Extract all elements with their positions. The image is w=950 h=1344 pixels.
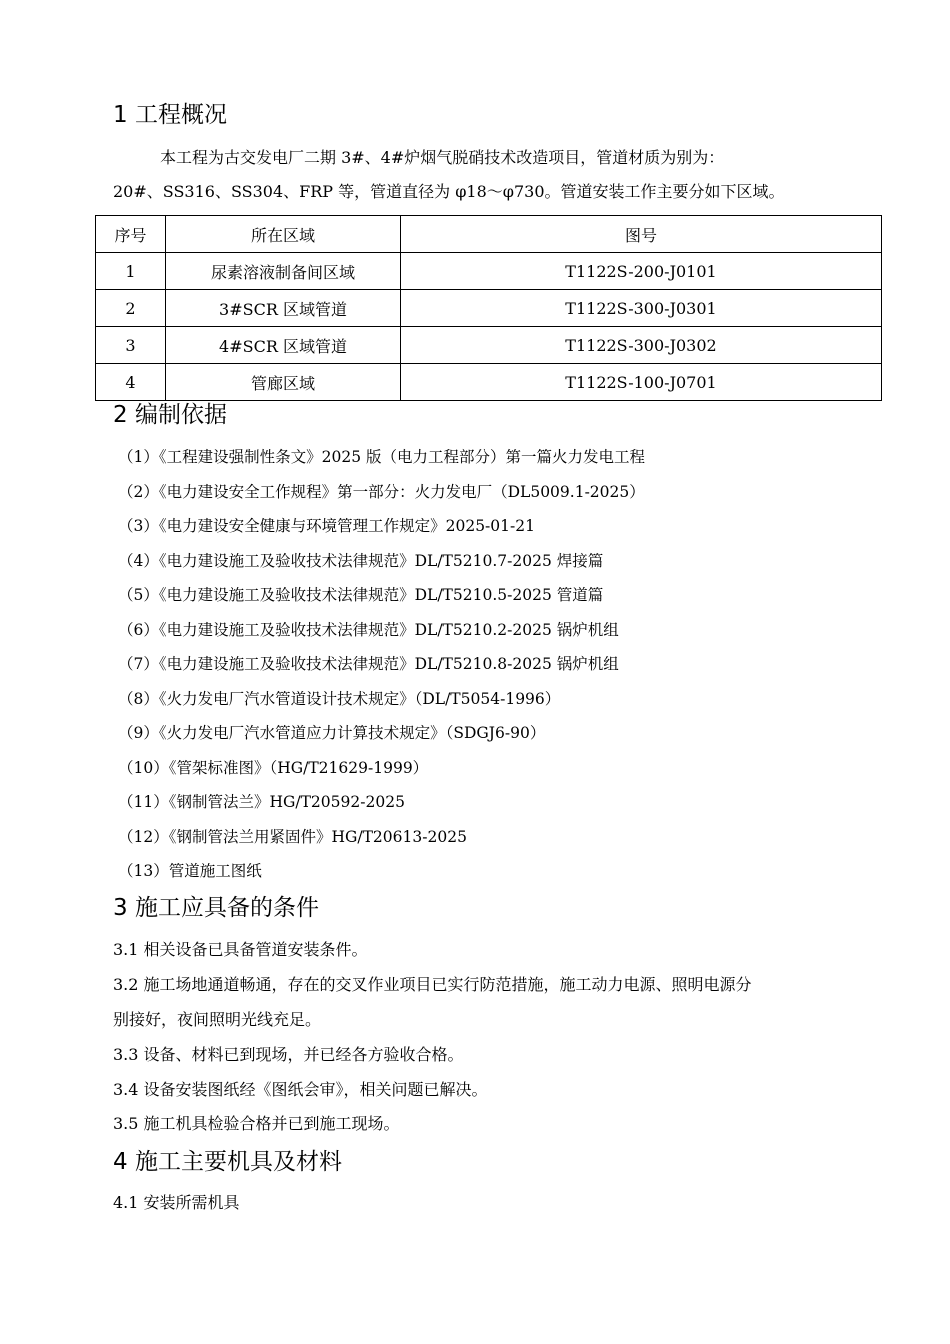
table-row (96, 290, 882, 327)
basis-list (118, 447, 645, 896)
list-item: （4）《电力建设施工及验收技术法律规范》DL/T5210.7-2025 焊接篇 (118, 551, 604, 570)
list-item: （9）《火力发电厂汽水管道应力计算技术规定》（SDGJ6-90） (118, 724, 546, 742)
overview-line-2: 20#、SS316、SS304、FRP 等，管道直径为 φ18～φ730。管道安装工作主要分如下区域。 (113, 182, 785, 201)
cell-seq: 2 (96, 290, 166, 327)
list-item: （1）《工程建设强制性条文》2025 版（电力工程部分）第一篇火力发电工程 (118, 448, 645, 466)
list-item: （3）《电力建设安全健康与环境管理工作规定》2025-01-21 (118, 517, 535, 535)
header-drawing-no: 图号 (401, 216, 882, 253)
section-4-heading: 4 施工主要机具及材料 (113, 1149, 342, 1175)
cell-drawing-no: T1122S-300-J0302 (401, 327, 882, 364)
cell-region: 尿素溶液制备间区域 (166, 253, 401, 290)
header-region: 所在区域 (166, 216, 401, 253)
overview-line-1: 本工程为古交发电厂二期 3#、4#炉烟气脱硝技术改造项目，管道材质为别为： (160, 148, 725, 167)
list-item: （7）《电力建设施工及验收技术法律规范》DL/T5210.8-2025 锅炉机组 (118, 655, 619, 673)
table-header-row (96, 216, 882, 253)
cell-seq: 3 (96, 327, 166, 364)
condition-3-1: 3.1 相关设备已具备管道安装条件。 (113, 940, 368, 959)
cell-drawing-no: T1122S-100-J0701 (401, 364, 882, 401)
list-item: （13）管道施工图纸 (118, 862, 262, 880)
header-seq: 序号 (96, 216, 166, 253)
list-item: （5）《电力建设施工及验收技术法律规范》DL/T5210.5-2025 管道篇 (118, 586, 604, 604)
section-3-heading: 3 施工应具备的条件 (113, 895, 319, 921)
table-row (96, 364, 882, 401)
table-row (96, 253, 882, 290)
cell-drawing-no: T1122S-300-J0301 (401, 290, 882, 327)
list-item: （12）《钢制管法兰用紧固件》HG/T20613-2025 (118, 827, 467, 846)
list-item: （2）《电力建设安全工作规程》第一部分：火力发电厂（DL5009.1-2025） (118, 482, 645, 501)
tools-4-1: 4.1 安装所需机具 (113, 1193, 240, 1212)
list-item: （11）《钢制管法兰》HG/T20592-2025 (118, 793, 405, 811)
condition-3-4: 3.4 设备安装图纸经《图纸会审》，相关问题已解决。 (113, 1080, 488, 1099)
cell-drawing-no: T1122S-200-J0101 (401, 253, 882, 290)
list-item: （10）《管架标准图》（HG/T21629-1999） (118, 758, 429, 777)
region-table (95, 215, 882, 401)
condition-3-5: 3.5 施工机具检验合格并已到施工现场。 (113, 1114, 400, 1133)
cell-region: 3#SCR 区域管道 (166, 290, 401, 327)
section-2-heading: 2 编制依据 (113, 402, 227, 428)
cell-region: 4#SCR 区域管道 (166, 327, 401, 364)
cell-seq: 4 (96, 364, 166, 401)
cell-region: 管廊区域 (166, 364, 401, 401)
condition-3-3: 3.3 设备、材料已到现场，并已经各方验收合格。 (113, 1045, 464, 1064)
list-item: （8）《火力发电厂汽水管道设计技术规定》（DL/T5054-1996） (118, 689, 561, 708)
condition-3-2-line-1: 3.2 施工场地通道畅通，存在的交叉作业项目已实行防范措施，施工动力电源、照明电源分 (113, 975, 752, 994)
table-row (96, 327, 882, 364)
cell-seq: 1 (96, 253, 166, 290)
list-item: （6）《电力建设施工及验收技术法律规范》DL/T5210.2-2025 锅炉机组 (118, 620, 619, 639)
condition-3-2-line-2: 别接好，夜间照明光线充足。 (113, 1010, 322, 1029)
section-1-heading: 1 工程概况 (113, 102, 227, 128)
